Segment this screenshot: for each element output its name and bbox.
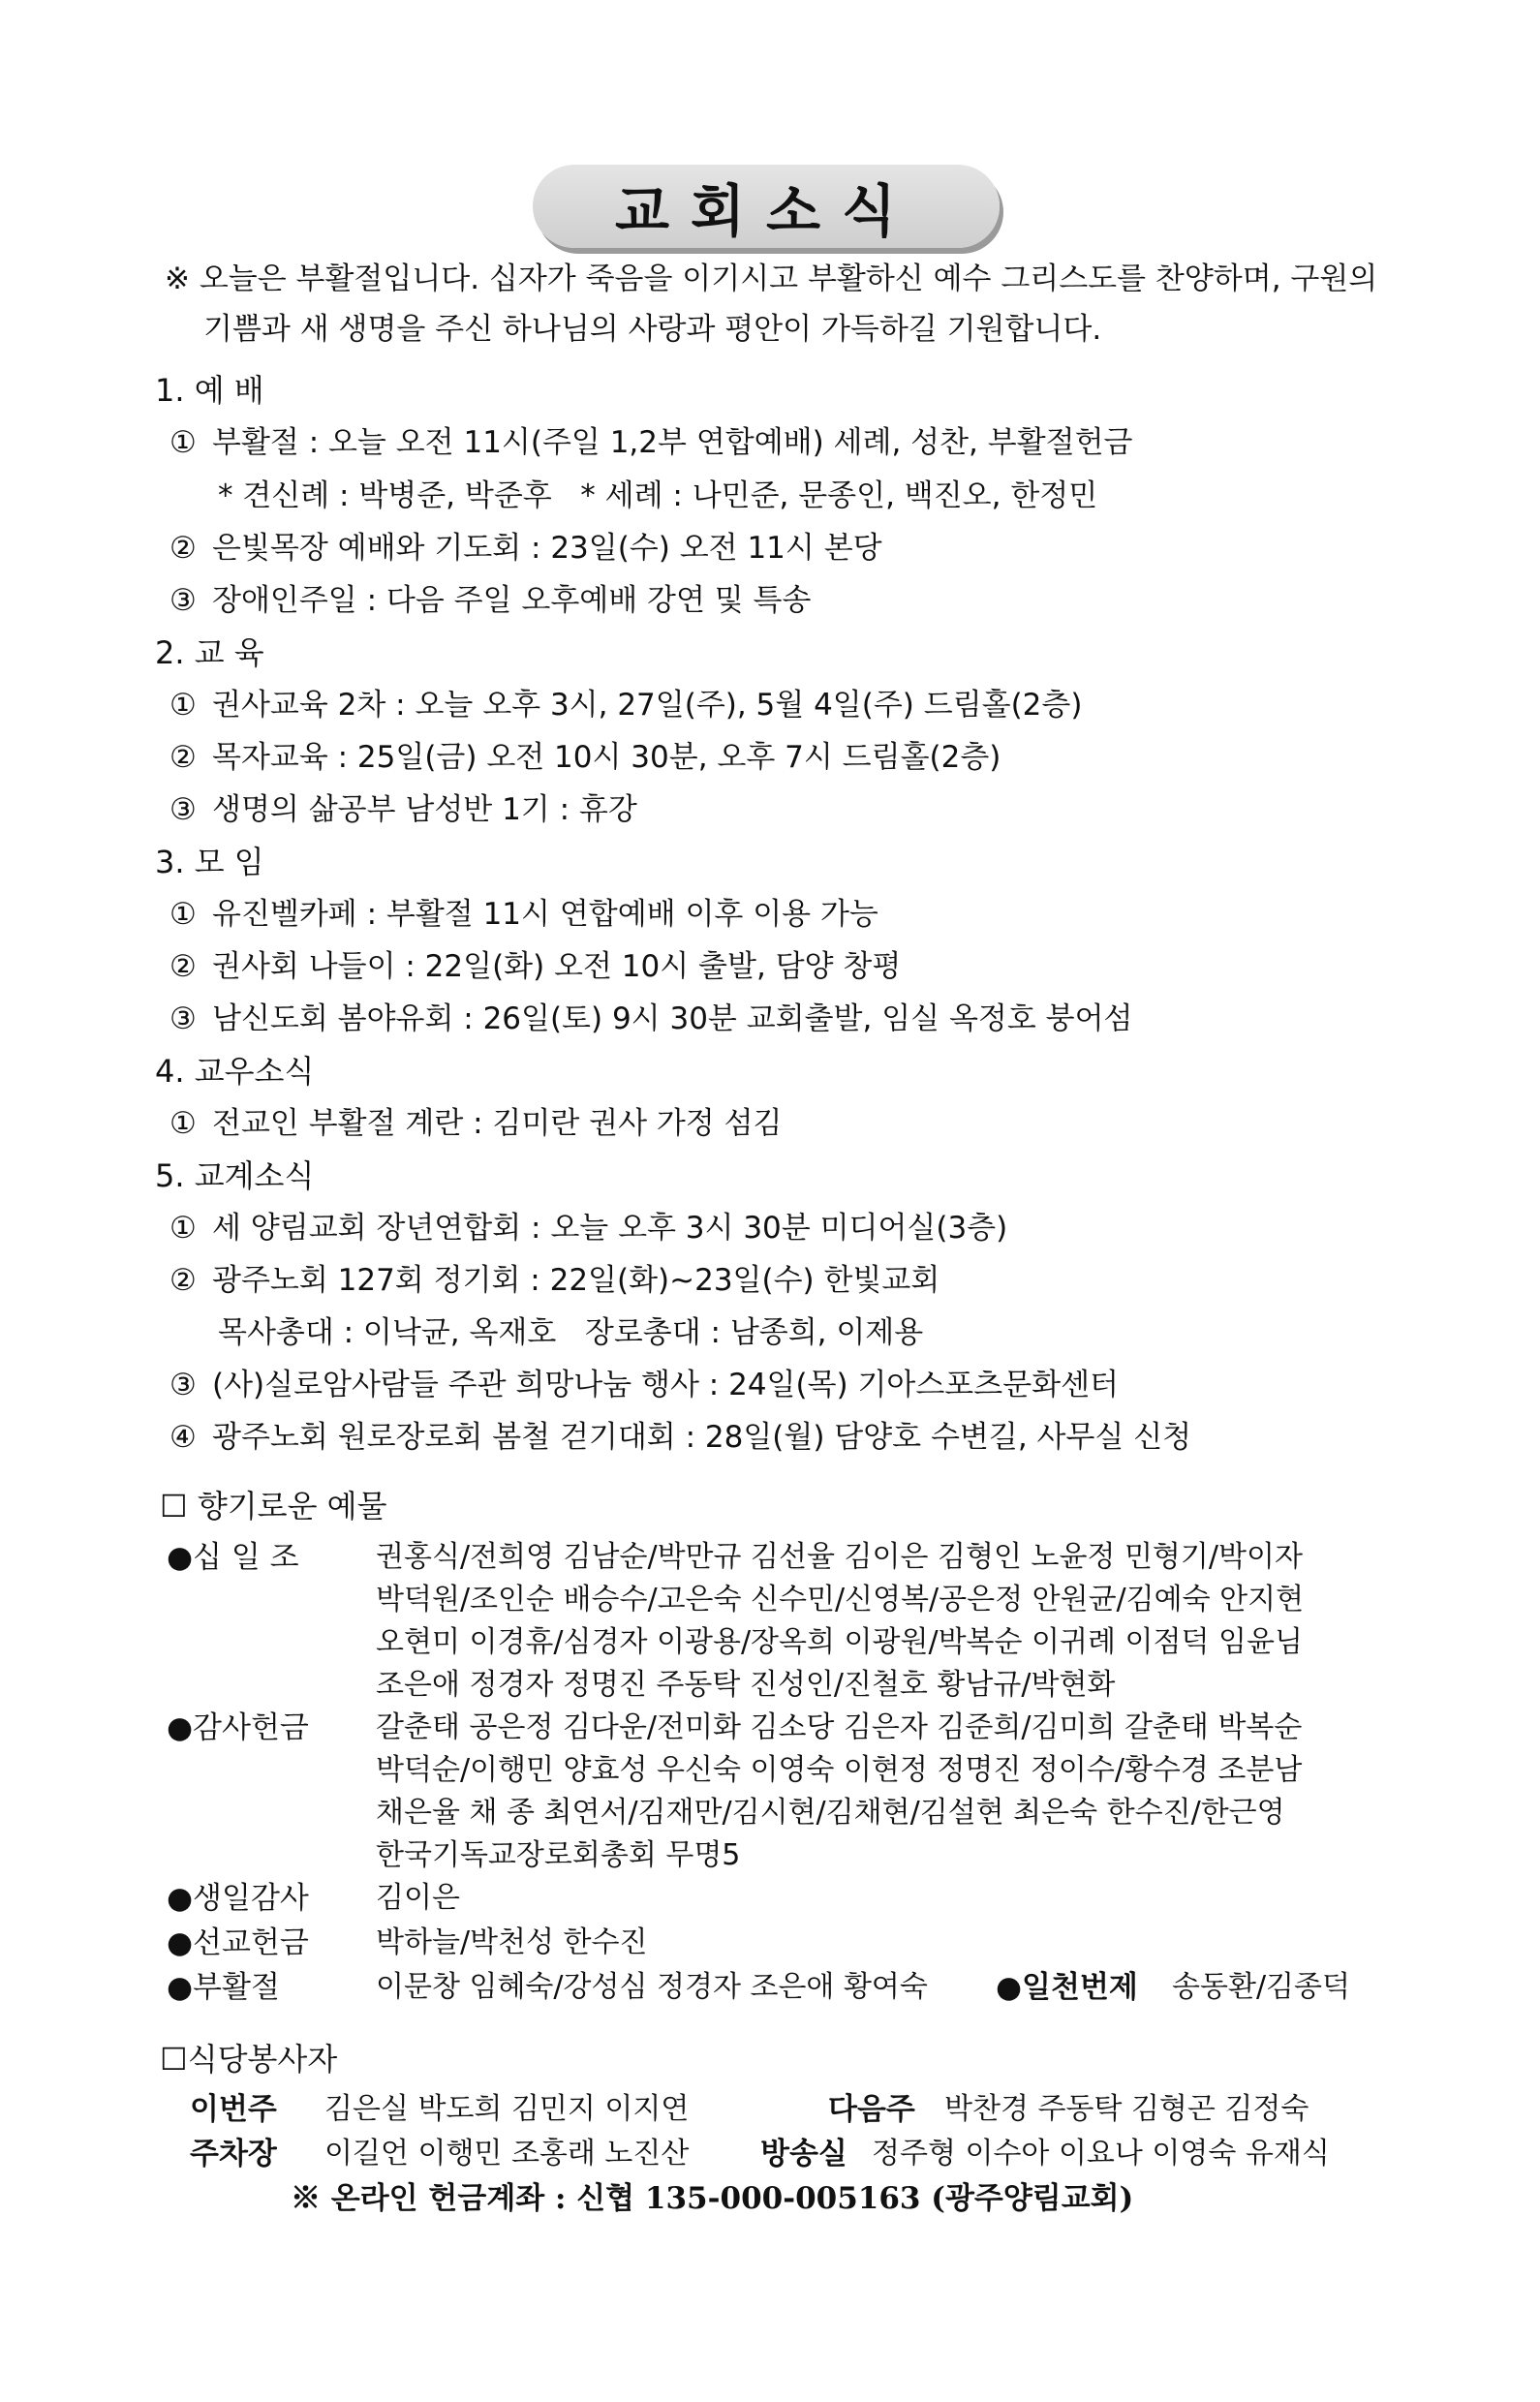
denomination-item-2-detail: 목사총대 : 이낙균, 옥재호 장로총대 : 남종희, 이제용 bbox=[218, 1315, 924, 1350]
thousand-offering-label: ●일천번제 bbox=[996, 1970, 1138, 2005]
item-number: ③ bbox=[169, 792, 197, 827]
birthday-names: 김이은 bbox=[376, 1881, 460, 1915]
item-number: ① bbox=[169, 425, 197, 460]
worship-item-3 bbox=[169, 581, 811, 620]
item-text: 광주노회 127회 정기회 : 22일(화)~23일(수) 한빛교회 bbox=[212, 1263, 940, 1298]
kitchen-heading: ☐식당봉사자 bbox=[160, 2041, 338, 2078]
notice-line-2: 기쁨과 새 생명을 주신 하나님의 사랑과 평안이 가득하길 기원합니다. bbox=[203, 312, 1102, 347]
broadcast-names: 정주형 이수아 이요나 이영숙 유재식 bbox=[872, 2137, 1330, 2171]
denomination-item-3 bbox=[169, 1366, 1119, 1404]
section-heading-education: 2. 교 육 bbox=[155, 634, 264, 671]
denomination-item-2 bbox=[169, 1261, 939, 1300]
online-offering-account: ※ 온라인 헌금계좌 : 신협 135-000-005163 (광주양림교회) bbox=[291, 2181, 1134, 2216]
worship-item-1 bbox=[169, 423, 1132, 462]
item-text: 유진벨카페 : 부활절 11시 연합예배 이후 이용 가능 bbox=[212, 897, 878, 932]
education-item-1 bbox=[169, 686, 1082, 724]
item-number: ① bbox=[169, 1211, 197, 1246]
item-number: ① bbox=[169, 688, 197, 723]
parking-label: 주차장 bbox=[190, 2137, 277, 2171]
notice-line-1 bbox=[165, 260, 1377, 298]
item-text: 전교인 부활절 계란 : 김미란 권사 가정 섬김 bbox=[212, 1106, 783, 1141]
item-number: ① bbox=[169, 897, 197, 932]
meeting-item-1 bbox=[169, 895, 878, 934]
item-text: 장애인주일 : 다음 주일 오후예배 강연 및 특송 bbox=[212, 583, 812, 618]
easter-names: 이문창 임혜숙/강성심 정경자 조은애 황여숙 bbox=[376, 1970, 928, 2004]
broadcast-label: 방송실 bbox=[760, 2137, 847, 2171]
item-number: ② bbox=[169, 531, 197, 566]
denomination-item-4 bbox=[169, 1418, 1191, 1457]
next-week-names: 박찬경 주동탁 김형곤 김정숙 bbox=[944, 2092, 1309, 2126]
this-week-label: 이번주 bbox=[190, 2092, 277, 2127]
thanks-line-2: 박덕순/이행민 양효성 우신숙 이영숙 이현정 정명진 정이수/황수경 조분남 bbox=[376, 1753, 1303, 1787]
tithe-line-2: 박덕원/조인순 배승수/고은숙 신수민/신영복/공은정 안원균/김예숙 안지현 bbox=[376, 1583, 1305, 1617]
parking-names: 이길언 이행민 조홍래 노진산 bbox=[324, 2137, 690, 2171]
item-number: ③ bbox=[169, 583, 197, 618]
section-heading-meeting: 3. 모 임 bbox=[155, 844, 264, 880]
item-text: 권사교육 2차 : 오늘 오후 3시, 27일(주), 5월 4일(주) 드림홀(2층) bbox=[212, 688, 1083, 723]
offerings-heading: ☐ 향기로운 예물 bbox=[160, 1488, 387, 1524]
thanks-line-3: 채은율 채 종 최연서/김재만/김시현/김채현/김설현 최은숙 한수진/한근영 bbox=[376, 1796, 1285, 1830]
item-text: 은빛목장 예배와 기도회 : 23일(수) 오전 11시 본당 bbox=[212, 531, 882, 566]
birthday-label: ●생일감사 bbox=[167, 1881, 309, 1916]
members-item-1 bbox=[169, 1104, 783, 1143]
meeting-item-2 bbox=[169, 947, 901, 986]
section-heading-denomination: 5. 교계소식 bbox=[155, 1157, 315, 1194]
section-heading-worship: 1. 예 배 bbox=[155, 372, 264, 409]
worship-item-1-detail: * 견신례 : 박병준, 박준후 * 세례 : 나민준, 문종인, 백진오, 한정민 bbox=[218, 478, 1098, 513]
item-text: 생명의 삶공부 남성반 1기 : 휴강 bbox=[212, 792, 637, 827]
item-text: (사)실로암사람들 주관 희망나눔 행사 : 24일(목) 기아스포츠문화센터 bbox=[212, 1368, 1119, 1402]
education-item-3 bbox=[169, 790, 637, 829]
item-text: 광주노회 원로장로회 봄철 걷기대회 : 28일(월) 담양호 수변길, 사무실 신청 bbox=[212, 1420, 1192, 1455]
tithe-line-1: 권홍식/전희영 김남순/박만규 김선율 김이은 김형인 노윤정 민형기/박이자 bbox=[376, 1540, 1303, 1574]
this-week-names: 김은실 박도희 김민지 이지연 bbox=[324, 2092, 690, 2126]
item-text: 세 양림교회 장년연합회 : 오늘 오후 3시 30분 미디어실(3층) bbox=[212, 1211, 1008, 1246]
item-text: 부활절 : 오늘 오전 11시(주일 1,2부 연합예배) 세례, 성찬, 부활절헌금 bbox=[212, 425, 1133, 460]
mission-label: ●선교헌금 bbox=[167, 1925, 309, 1960]
easter-label: ●부활절 bbox=[167, 1970, 280, 2005]
notice-text-1: 오늘은 부활절입니다. 십자가 죽음을 이기시고 부활하신 예수 그리스도를 찬양하며, 구원의 bbox=[199, 262, 1378, 296]
item-number: ② bbox=[169, 949, 197, 984]
worship-item-2 bbox=[169, 529, 882, 568]
tithe-label: ●십 일 조 bbox=[167, 1540, 299, 1575]
denomination-item-1 bbox=[169, 1209, 1007, 1247]
item-text: 목자교육 : 25일(금) 오전 10시 30분, 오후 7시 드림홀(2층) bbox=[212, 740, 1001, 775]
item-number: ② bbox=[169, 740, 197, 775]
section-heading-members: 4. 교우소식 bbox=[155, 1053, 315, 1090]
item-number: ④ bbox=[169, 1420, 197, 1455]
item-text: 남신도회 봄야유회 : 26일(토) 9시 30분 교회출발, 임실 옥정호 붕어섬 bbox=[212, 1001, 1133, 1036]
thanks-line-1: 갈춘태 공은정 김다운/전미화 김소당 김은자 김준희/김미희 갈춘태 박복순 bbox=[376, 1710, 1303, 1744]
item-number: ① bbox=[169, 1106, 197, 1141]
item-number: ③ bbox=[169, 1368, 197, 1402]
tithe-line-4: 조은애 정경자 정명진 주동탁 진성인/진철호 황남규/박현화 bbox=[376, 1668, 1116, 1702]
education-item-2 bbox=[169, 738, 1001, 777]
thanks-label: ●감사헌금 bbox=[167, 1710, 309, 1745]
item-number: ③ bbox=[169, 1001, 197, 1036]
item-number: ② bbox=[169, 1263, 197, 1298]
meeting-item-3 bbox=[169, 1000, 1133, 1038]
notice-mark: ※ bbox=[165, 262, 190, 296]
thanks-line-4: 한국기독교장로회총회 무명5 bbox=[376, 1838, 741, 1872]
item-text: 권사회 나들이 : 22일(화) 오전 10시 출발, 담양 창평 bbox=[212, 949, 902, 984]
tithe-line-3: 오현미 이경휴/심경자 이광용/장옥희 이광원/박복순 이귀례 이점덕 임윤님 bbox=[376, 1625, 1303, 1659]
page-title: 교회소식 bbox=[533, 165, 1000, 248]
next-week-label: 다음주 bbox=[828, 2092, 915, 2127]
mission-names: 박하늘/박천성 한수진 bbox=[376, 1925, 648, 1959]
thousand-offering-names: 송동환/김종덕 bbox=[1172, 1970, 1350, 2004]
